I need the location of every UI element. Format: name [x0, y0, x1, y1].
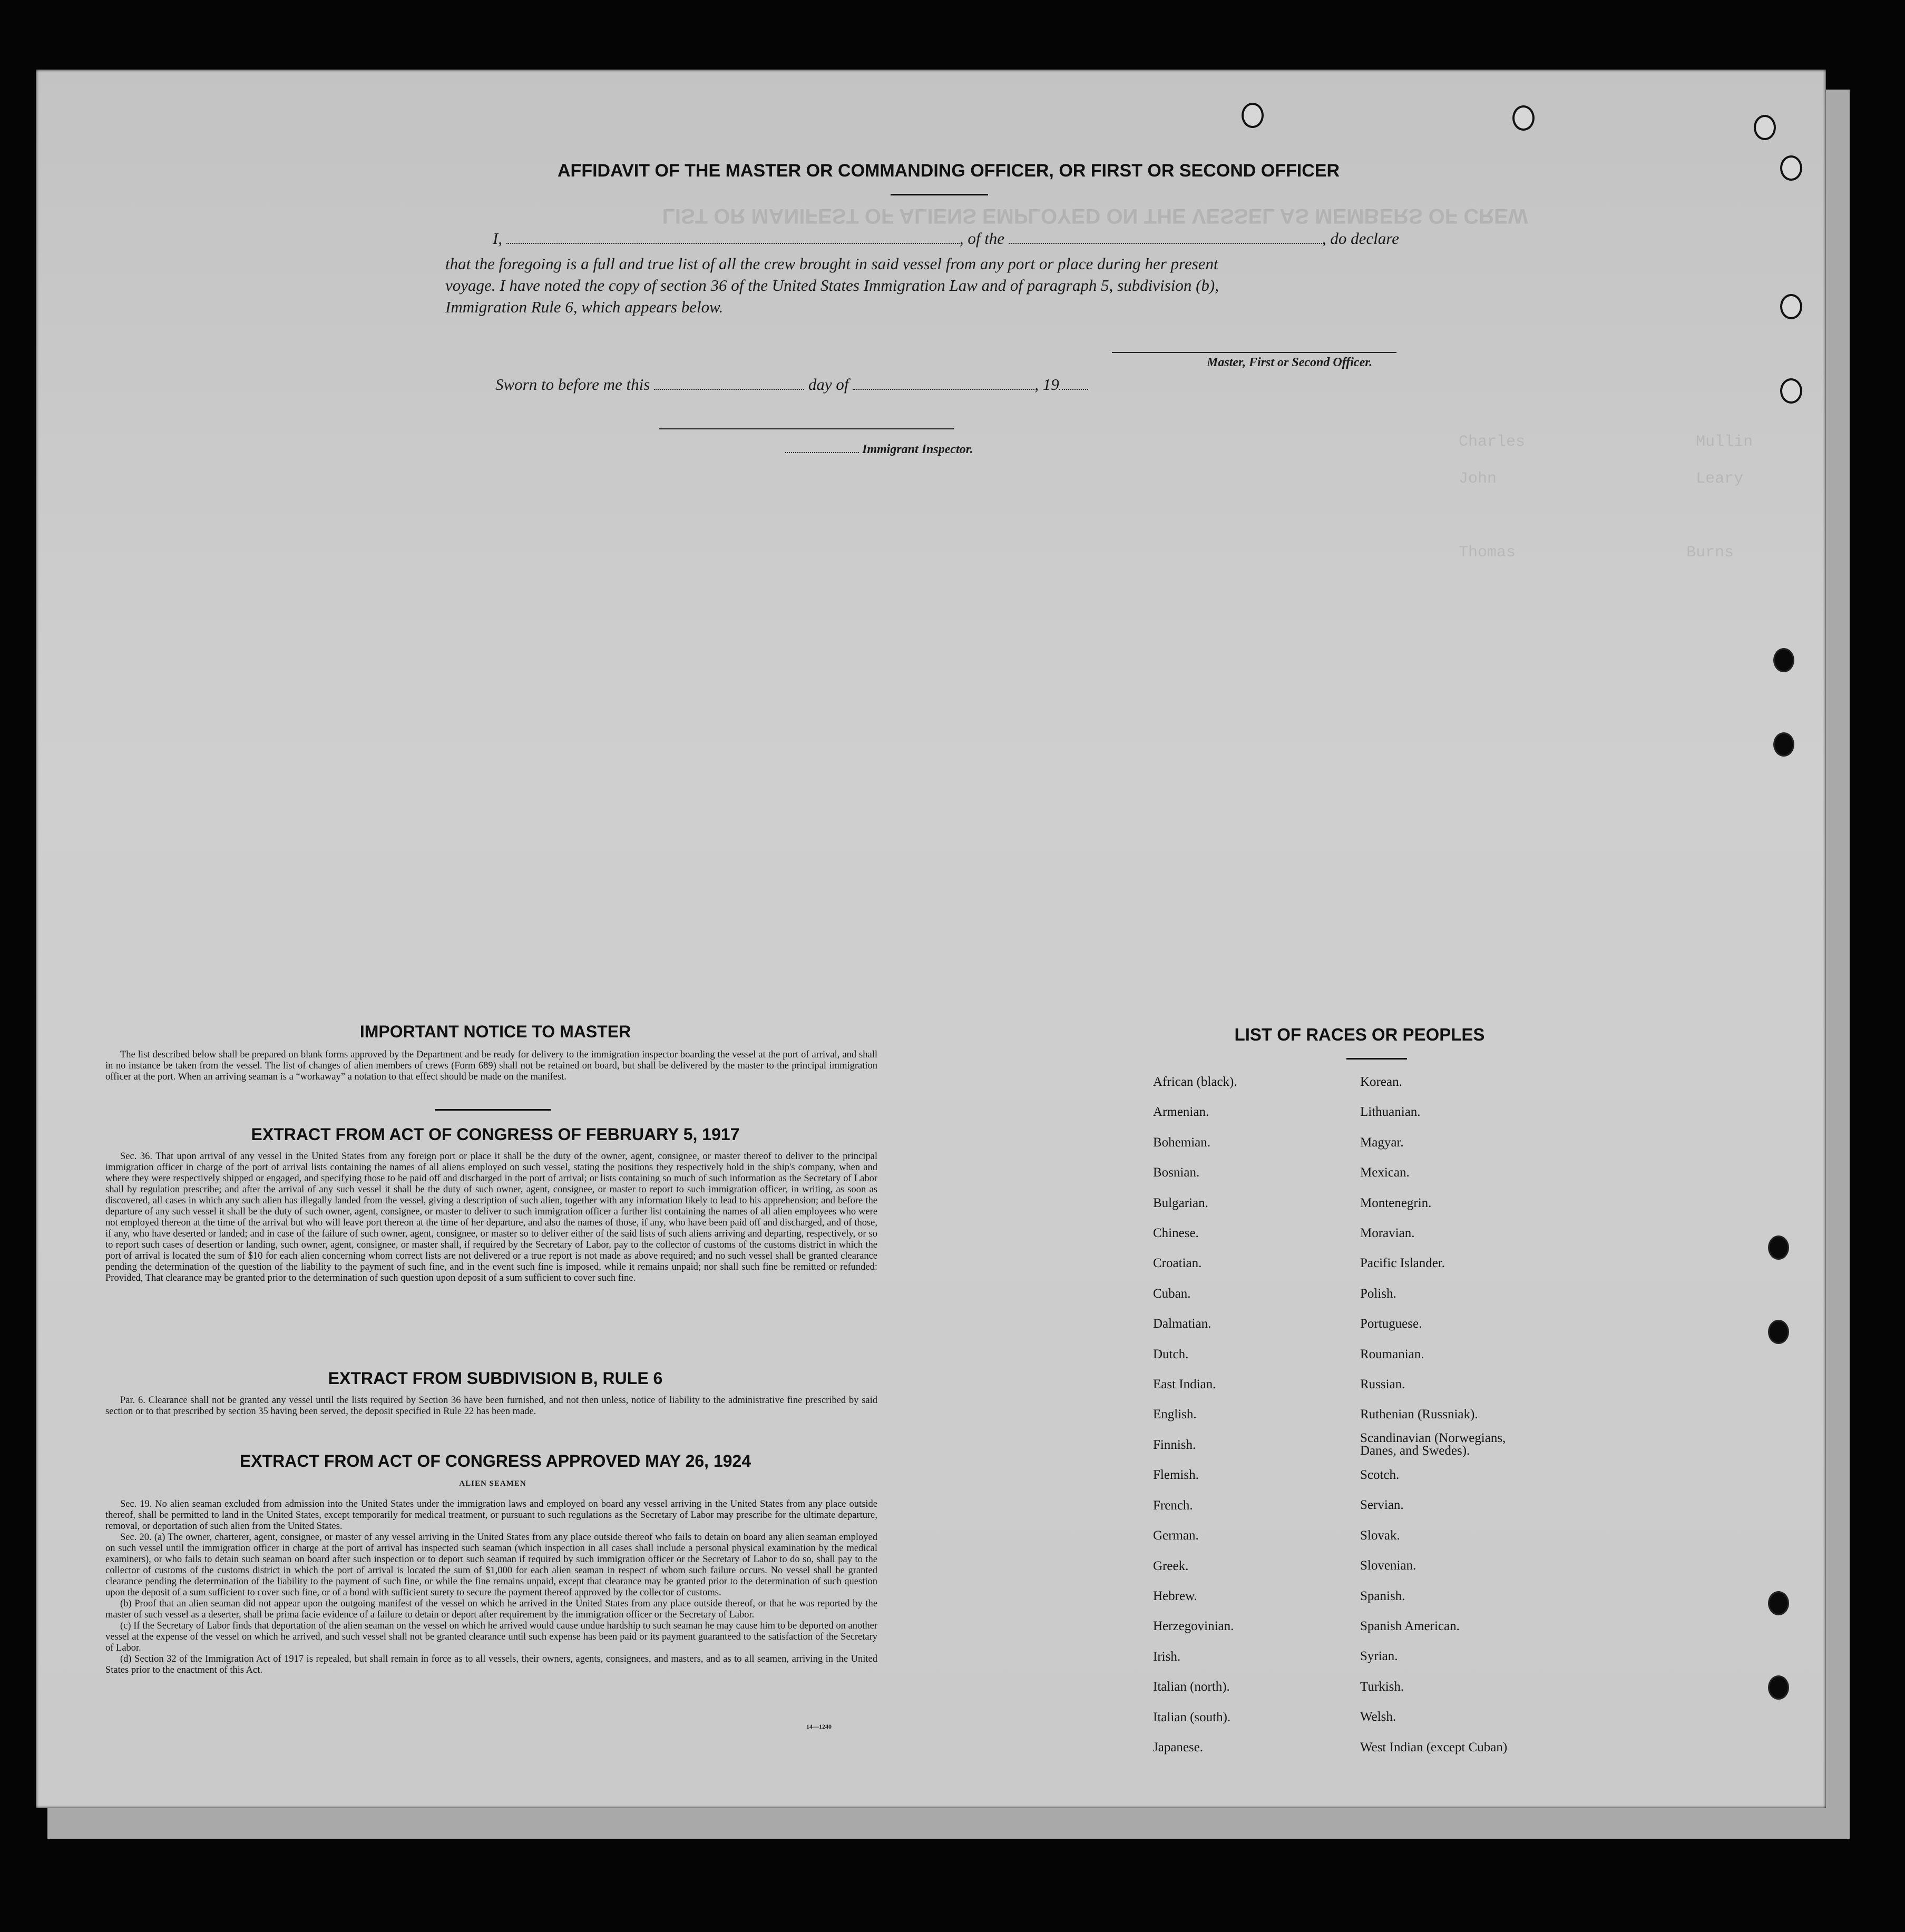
- race-item: Ruthenian (Russniak).: [1360, 1407, 1478, 1422]
- sec-20d-paragraph: (d) Section 32 of the Immigration Act of 1917 is repealed, but shall remain in force as to all vessels, their owners, agents, consignees, and masters, and as to all seamen, arriving in the United States prior to the enactment of this Act.: [105, 1654, 877, 1675]
- affidavit-title: AFFIDAVIT OF THE MASTER OR COMMANDING OFFICER, OR FIRST OR SECOND OFFICER: [558, 161, 1340, 181]
- affidavit-body-line1: that the foregoing is a full and true list of all the crew brought in said vessel from any port or place during her present: [445, 254, 1218, 273]
- affidavit-body-line2: voyage. I have noted the copy of section 36 of the United States Immigration Law and of paragraph 5, subdivision (b),: [445, 276, 1219, 295]
- race-item: Slovenian.: [1360, 1558, 1416, 1573]
- notice-title: IMPORTANT NOTICE TO MASTER: [359, 1022, 631, 1041]
- race-item: East Indian.: [1153, 1377, 1216, 1392]
- race-item: Japanese.: [1153, 1740, 1204, 1754]
- race-item: Scotch.: [1360, 1467, 1400, 1482]
- extract-1924-text: [105, 1499, 877, 1676]
- year-blank[interactable]: [1059, 388, 1088, 390]
- race-item: Bosnian.: [1153, 1165, 1200, 1180]
- race-item: Armenian.: [1153, 1105, 1209, 1120]
- races-column-right: [1360, 1067, 1534, 1762]
- race-item: Welsh.: [1360, 1710, 1396, 1724]
- race-item: Roumanian.: [1360, 1347, 1424, 1361]
- bleed-through-text: Charles Mullin: [1459, 433, 1753, 451]
- race-item: Finnish.: [1153, 1437, 1196, 1452]
- race-item: Korean.: [1360, 1075, 1402, 1089]
- bleed-through-text: Thomas Burns: [1459, 544, 1734, 562]
- binder-hole: [1242, 103, 1264, 128]
- vessel-blank[interactable]: [1009, 242, 1322, 244]
- bleed-through-title: LIST OR MANIFEST OF ALIENS EMPLOYED ON THE VESSEL AS MEMBERS OF CREW: [662, 204, 1528, 228]
- race-item: Irish.: [1153, 1649, 1181, 1664]
- of-the-label: , of the: [959, 229, 1005, 248]
- sworn-label: Sworn to before me this: [495, 375, 650, 394]
- race-item: Greek.: [1153, 1558, 1189, 1573]
- race-item: Spanish.: [1360, 1588, 1405, 1603]
- races-underline: [1346, 1058, 1407, 1060]
- race-item: Chinese.: [1153, 1226, 1199, 1241]
- notice-text: [105, 1050, 877, 1083]
- race-item: Herzegovinian.: [1153, 1619, 1234, 1634]
- race-item: English.: [1153, 1407, 1197, 1422]
- rule6-title: EXTRACT FROM SUBDIVISION B, RULE 6: [328, 1369, 663, 1388]
- binder-hole: [1754, 115, 1776, 140]
- binder-hole: [1780, 155, 1802, 181]
- race-item: Servian.: [1360, 1498, 1404, 1513]
- race-item: Bohemian.: [1153, 1135, 1211, 1150]
- binder-hole: [1768, 1235, 1789, 1260]
- signature-label: Master, First or Second Officer.: [1207, 356, 1373, 369]
- race-item: Moravian.: [1360, 1226, 1415, 1241]
- race-item: Syrian.: [1360, 1649, 1398, 1664]
- extract-1917-text: [105, 1151, 877, 1284]
- race-item: West Indian (except Cuban): [1360, 1740, 1508, 1754]
- binder-hole: [1780, 294, 1802, 319]
- race-item: Scandinavian (Norwegians, Danes, and Swedes).: [1360, 1430, 1506, 1458]
- binder-hole: [1768, 1675, 1789, 1700]
- affidavit-declaration-line: [493, 229, 1399, 248]
- race-item: Flemish.: [1153, 1468, 1199, 1483]
- race-item: African (black).: [1153, 1075, 1237, 1089]
- race-item: Turkish.: [1360, 1679, 1404, 1694]
- race-item: Magyar.: [1360, 1135, 1404, 1150]
- race-item: Italian (north).: [1153, 1680, 1230, 1694]
- races-column-left: [1153, 1067, 1237, 1762]
- race-item: Italian (south).: [1153, 1710, 1231, 1724]
- sec-20b-paragraph: (b) Proof that an alien seaman did not appear upon the outgoing manifest of the vessel on which he arrived in the United States from any place outside thereof, or that he was reported by the master of such vessel as a deserter, shall be prima facie evidence of a failure to detain or deport after requirement by the immigration officer or the Secretary of Labor.: [105, 1598, 877, 1620]
- binder-hole: [1768, 1591, 1789, 1615]
- affidavit-i-label: I,: [493, 229, 503, 248]
- year-label: , 19: [1034, 375, 1059, 394]
- rule6-paragraph: Par. 6. Clearance shall not be granted any vessel until the lists required by Section 36 have been furnished, and not then unless, notice of liability to the administrative fine prescribed by said section or to that prescribed by section 35 having been served, the deposit specified in Rule 22 has been made.: [105, 1395, 877, 1417]
- race-item: Dutch.: [1153, 1347, 1189, 1361]
- race-item: Lithuanian.: [1360, 1105, 1421, 1120]
- signature-blank[interactable]: [1112, 351, 1396, 353]
- day-of-label: day of: [808, 375, 849, 394]
- inspector-dots: [785, 452, 859, 453]
- binder-hole: [1780, 378, 1802, 404]
- binder-hole: [1773, 648, 1794, 672]
- inspector-label: Immigrant Inspector.: [862, 443, 973, 456]
- race-item: Montenegrin.: [1360, 1195, 1432, 1210]
- race-item: Hebrew.: [1153, 1588, 1197, 1603]
- month-blank[interactable]: [853, 388, 1034, 390]
- race-item: Pacific Islander.: [1360, 1256, 1445, 1271]
- race-item: Croatian.: [1153, 1256, 1202, 1271]
- inspector-line: [785, 443, 973, 457]
- binder-hole: [1512, 105, 1535, 131]
- extract-1917-paragraph: Sec. 36. That upon arrival of any vessel in the United States from any foreign port or place it shall be the duty of the owner, agent, consignee, or master thereof to deliver to the principal immigration officer in charge of the port of arrival lists containing the names of all aliens employed on such vessel, stating the positions they respectively hold in the ship's company, when and where they were respectively shipped or engaged, and specifying those to be paid off and discharged in the port of arrival; or lists containing so much of such information as the Secretary of Labor shall by regulation prescribe; and after the arrival of any such vessel it shall be the duty of such owner, agent, consignee, or master to report to such immigration officer, in writing, as soon as discovered, all cases in which any such alien has illegally landed from the vessel, giving a description of such alien, together with any information likely to lead to his apprehension; and before the departure of any such vessel it shall be the duty of such owner, agent, consignee, or master to deliver to such immigration officer a further list containing the names of all alien employees who were not employed thereon at the time of the arrival but who will leave port thereon at the time of her departure, and also the names of those, if any, who have been paid off and discharged, and of those, if any, who have deserted or landed; and in case of the failure of such owner, agent, consignee, or master so to deliver either of the said lists of such aliens arriving and departing, respectively, or so to report such cases of desertion or landing, such owner, agent, consignee, or master shall, if required by the Secretary of Labor, pay to the collector of customs of the customs district in which the port of arrival is located the sum of $10 for each alien concerning whom correct lists are not delivered or a true report is not made as above required; and no such vessel shall be granted clearance pending the determination of the question of the liability to the payment of such fine, and in the event such fine is imposed, while it remains unpaid; nor shall such fine be remitted or refunded: Provided, That clearance may be granted prior to the determination of such question upon deposit of a sum sufficient to cover such fine.: [105, 1151, 877, 1283]
- do-declare-label: , do declare: [1322, 229, 1399, 248]
- race-item: Bulgarian.: [1153, 1195, 1208, 1210]
- title-underline: [891, 194, 988, 195]
- notice-paragraph: The list described below shall be prepared on blank forms approved by the Department and be ready for delivery to the immigration inspector boarding the vessel at the port of arrival, and shall in no instance be taken from the vessel. The list of changes of alien members of crews (Form 689) shall not be retained on board, but shall be delivered by the master to the principal immigration officer at the port. When an arriving seaman is a “workaway” a notation to that effect should be made on the manifest.: [105, 1050, 877, 1082]
- binder-hole: [1768, 1320, 1789, 1344]
- race-item: Spanish American.: [1360, 1619, 1460, 1633]
- race-item: French.: [1153, 1498, 1193, 1513]
- bleed-through-text: John Leary: [1459, 470, 1744, 488]
- binder-hole: [1773, 732, 1794, 757]
- extract-1917-title: EXTRACT FROM ACT OF CONGRESS OF FEBRUARY 5, 1917: [251, 1125, 740, 1144]
- form-number: 14—1240: [806, 1723, 832, 1730]
- race-item: Cuban.: [1153, 1286, 1191, 1301]
- extract-1924-title: EXTRACT FROM ACT OF CONGRESS APPROVED MAY 26, 1924: [239, 1452, 751, 1470]
- name-blank[interactable]: [506, 242, 960, 244]
- alien-seamen-subtitle: ALIEN SEAMEN: [459, 1479, 526, 1488]
- race-item: Russian.: [1360, 1377, 1405, 1392]
- sec-20c-paragraph: (c) If the Secretary of Labor finds that deportation of the alien seaman on the vessel on which he arrived would cause undue hardship to such seaman he may cause him to be deported on another vessel at the expense of the vessel on which he arrived, and such vessel shall not be granted clearance until such expense has been paid or its payment guaranteed to the satisfaction of the Secretary of Labor.: [105, 1621, 877, 1653]
- affidavit-body-line3: Immigration Rule 6, which appears below.: [445, 298, 724, 316]
- day-blank[interactable]: [654, 388, 804, 390]
- sec-20a-paragraph: Sec. 20. (a) The owner, charterer, agent, consignee, or master of any vessel arriving in the United States from any place outside thereof who fails to detain on board any alien seaman employed on such vessel until the immigration officer in charge at the port of arrival has inspected such seaman (which inspection in all cases shall include a personal physical examination by the medical examiners), or who fails to detain such seaman on board after such inspection or to deport such seaman if required by such immigration officer or the Secretary of Labor to do so, shall pay to the collector of customs of the customs district in which the port of arrival is located the sum of $1,000 for each alien seaman in respect of whom such failure occurs. No vessel shall be granted clearance pending the determination of the liability to the payment of such fine, or while the fine remains unpaid, except that clearance may be granted prior to the determination of such question upon the deposit of a sum sufficient to cover such fine, or of a bond with sufficient surety to secure the payment thereof approved by the collector of customs.: [105, 1532, 877, 1598]
- race-item: German.: [1153, 1528, 1199, 1543]
- race-item: Polish.: [1360, 1286, 1396, 1301]
- races-title: LIST OF RACES OR PEOPLES: [1234, 1025, 1485, 1044]
- sec-19-paragraph: Sec. 19. No alien seaman excluded from admission into the United States under the immigration laws and employed on board any vessel arriving in the United States from any place outside thereof, shall be permitted to land in the United States, except temporarily for medical treatment, or pursuant to such regulations as the Secretary of Labor may prescribe for the ultimate departure, removal, or deportation of such alien from the United States.: [105, 1499, 877, 1532]
- rule6-text: [105, 1395, 877, 1417]
- race-item: Portuguese.: [1360, 1317, 1422, 1331]
- race-item: Mexican.: [1360, 1165, 1410, 1180]
- inspector-signature-blank[interactable]: [659, 428, 954, 429]
- notice-divider: [435, 1109, 551, 1111]
- race-item: Dalmatian.: [1153, 1317, 1212, 1331]
- race-item: Slovak.: [1360, 1528, 1400, 1543]
- sworn-line: [495, 375, 1088, 394]
